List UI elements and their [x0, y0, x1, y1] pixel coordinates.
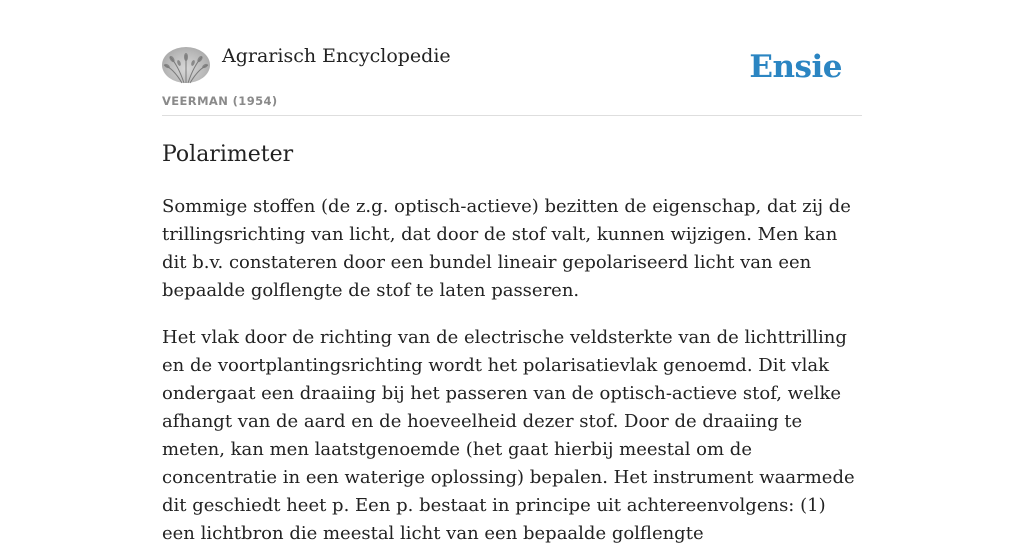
- ensie-logo-link[interactable]: Ensie: [749, 49, 842, 85]
- book-author-year: VEERMAN (1954): [162, 94, 278, 108]
- book-title[interactable]: Agrarisch Encyclopedie: [222, 45, 451, 67]
- article-title: Polarimeter: [162, 142, 294, 167]
- article-paragraph-1: Sommige stoffen (de z.g. optisch-actieve) bezitten de eigenschap, dat zij de trillingsrichting van licht, dat door de stof valt, kunnen wijzigen. Men kan dit b.v. constateren door een bundel lineair gepolariseerd licht van een bepaalde golflengte de stof te laten passeren.: [162, 196, 851, 301]
- wheat-book-icon[interactable]: [162, 47, 210, 83]
- article-paragraph-2: Het vlak door de richting van de electrische veldsterkte van de lichttrilling en de voortplantingsrichting wordt het polarisatievlak genoemd. Dit vlak ondergaat een draaiing bij het passeren van de optisch-actieve stof, welke afhangt van de aard en de hoeveelheid dezer stof. Door de draaiing te meten, kan men laatstgenoemde (het gaat hierbij meestal om de concentratie in een waterige oplossing) bepalen. Het instrument waarmede dit geschiedt heet p. Een p. bestaat in principe uit achtereenvolgens: (1) een lichtbron die meestal licht van een bepaalde golflengte: [162, 327, 855, 544]
- content-column: [162, 0, 862, 548]
- page-header: [162, 0, 862, 116]
